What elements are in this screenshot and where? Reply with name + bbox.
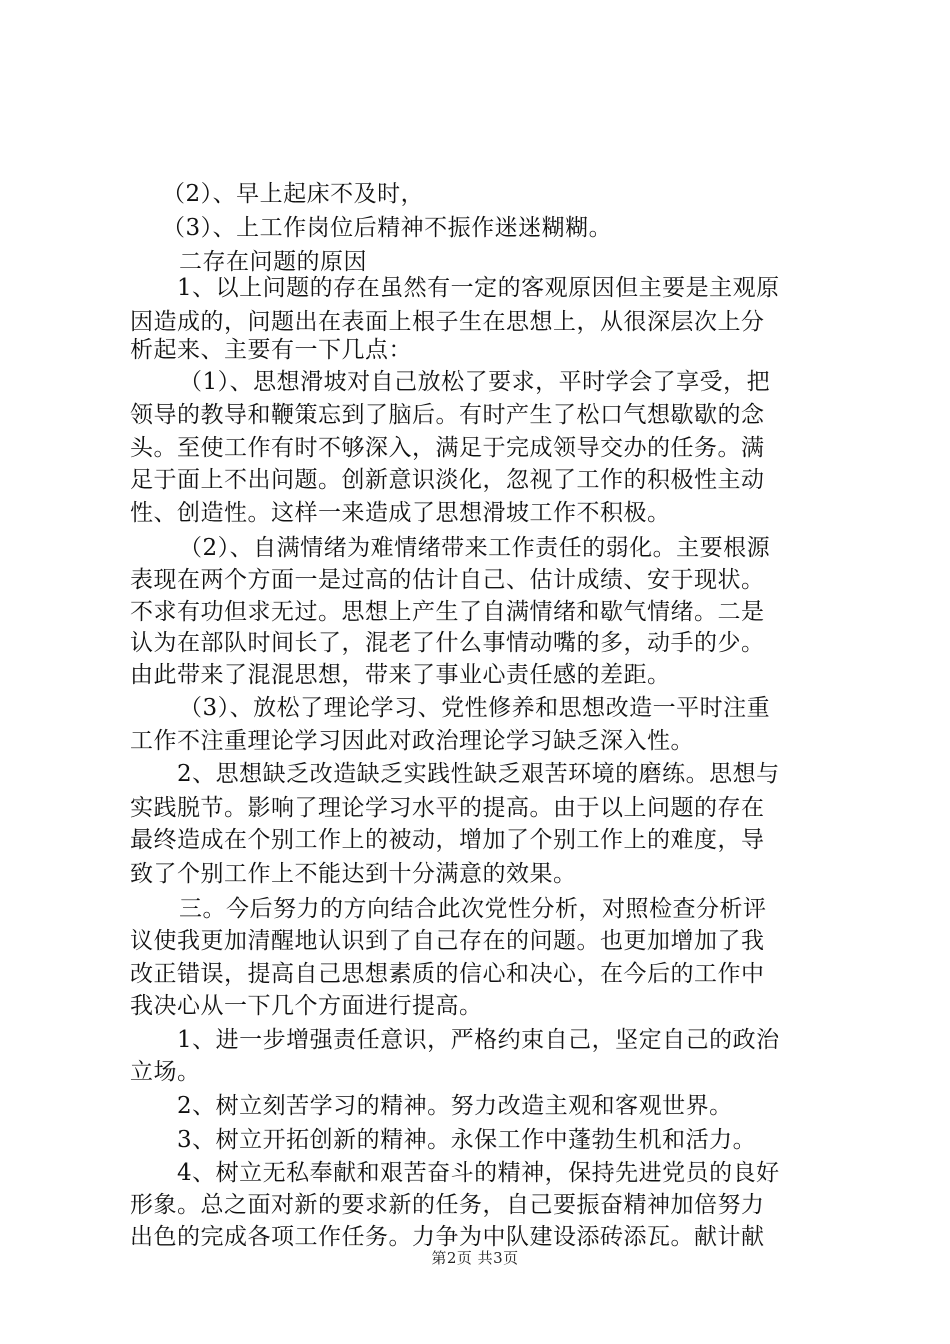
text-line: 致了个别工作上不能达到十分满意的效果。 bbox=[130, 861, 577, 887]
text-line: 最终造成在个别工作上的被动，增加了个别工作上的难度，导 bbox=[130, 827, 765, 853]
text-line: 出色的完成各项工作任务。力争为中队建设添砖添瓦。献计献 bbox=[130, 1224, 765, 1250]
text-line: 我决心从一下几个方面进行提高。 bbox=[130, 993, 483, 1019]
text-line: 析起来、主要有一下几点： bbox=[130, 337, 412, 363]
text-line: 实践脱节。影响了理论学习水平的提高。由于以上问题的存在 bbox=[130, 795, 765, 821]
text-line: 不求有功但求无过。思想上产生了自满情绪和歇气情绪。二是 bbox=[130, 599, 765, 625]
section-heading: 三。今后努力的方向结合此次党性分析，对照检查分析评 bbox=[179, 896, 767, 922]
text-line: （1）、思想滑坡对自己放松了要求，平时学会了享受，把 bbox=[179, 369, 771, 395]
text-line: 改正错误，提高自己思想素质的信心和决心，在今后的工作中 bbox=[130, 961, 765, 987]
text-line: 议使我更加清醒地认识到了自己存在的问题。也更加增加了我 bbox=[130, 928, 765, 954]
text-line: 4、树立无私奉献和艰苦奋斗的精神，保持先进党员的良好 bbox=[177, 1160, 780, 1186]
text-line: （3）、上工作岗位后精神不振作迷迷糊糊。 bbox=[162, 215, 613, 241]
section-heading: 二存在问题的原因 bbox=[179, 249, 367, 275]
text-line: 2、思想缺乏改造缺乏实践性缺乏艰苦环境的磨练。思想与 bbox=[177, 761, 780, 787]
text-line: 立场。 bbox=[130, 1059, 201, 1085]
text-line: 足于面上不出问题。创新意识淡化，忽视了工作的积极性主动 bbox=[130, 467, 765, 493]
text-line: 由此带来了混混思想，带来了事业心责任感的差距。 bbox=[130, 662, 671, 688]
text-line: 性、创造性。这样一来造成了思想滑坡工作不积极。 bbox=[130, 500, 671, 526]
text-line: 3、树立开拓创新的精神。永保工作中蓬勃生机和活力。 bbox=[177, 1127, 757, 1153]
text-line: 因造成的，问题出在表面上根子生在思想上，从很深层次上分 bbox=[130, 309, 765, 335]
text-line: 认为在部队时间长了，混老了什么事情动嘴的多，动手的少。 bbox=[130, 630, 765, 656]
text-line: 头。至使工作有时不够深入，满足于完成领导交办的任务。满 bbox=[130, 435, 765, 461]
text-line: 领导的教导和鞭策忘到了脑后。有时产生了松口气想歇歇的念 bbox=[130, 402, 765, 428]
text-line: 工作不注重理论学习因此对政治理论学习缺乏深入性。 bbox=[130, 728, 694, 754]
text-line: 2、树立刻苦学习的精神。努力改造主观和客观世界。 bbox=[177, 1093, 733, 1119]
text-line: （2）、自满情绪为难情绪带来工作责任的弱化。主要根源 bbox=[179, 535, 771, 561]
page-number-footer: 第2页 共3页 bbox=[431, 1249, 519, 1267]
text-line: 表现在两个方面一是过高的估计自己、估计成绩、安于现状。 bbox=[130, 567, 765, 593]
text-line: 1、以上问题的存在虽然有一定的客观原因但主要是主观原 bbox=[177, 275, 780, 301]
text-line: （2）、早上起床不及时， bbox=[162, 181, 425, 207]
text-line: （3）、放松了理论学习、党性修养和思想改造一平时注重 bbox=[179, 695, 771, 721]
text-line: 1、进一步增强责任意识，严格约束自己，坚定自己的政治 bbox=[177, 1027, 780, 1053]
text-line: 形象。总之面对新的要求新的任务，自己要振奋精神加倍努力 bbox=[130, 1192, 765, 1218]
